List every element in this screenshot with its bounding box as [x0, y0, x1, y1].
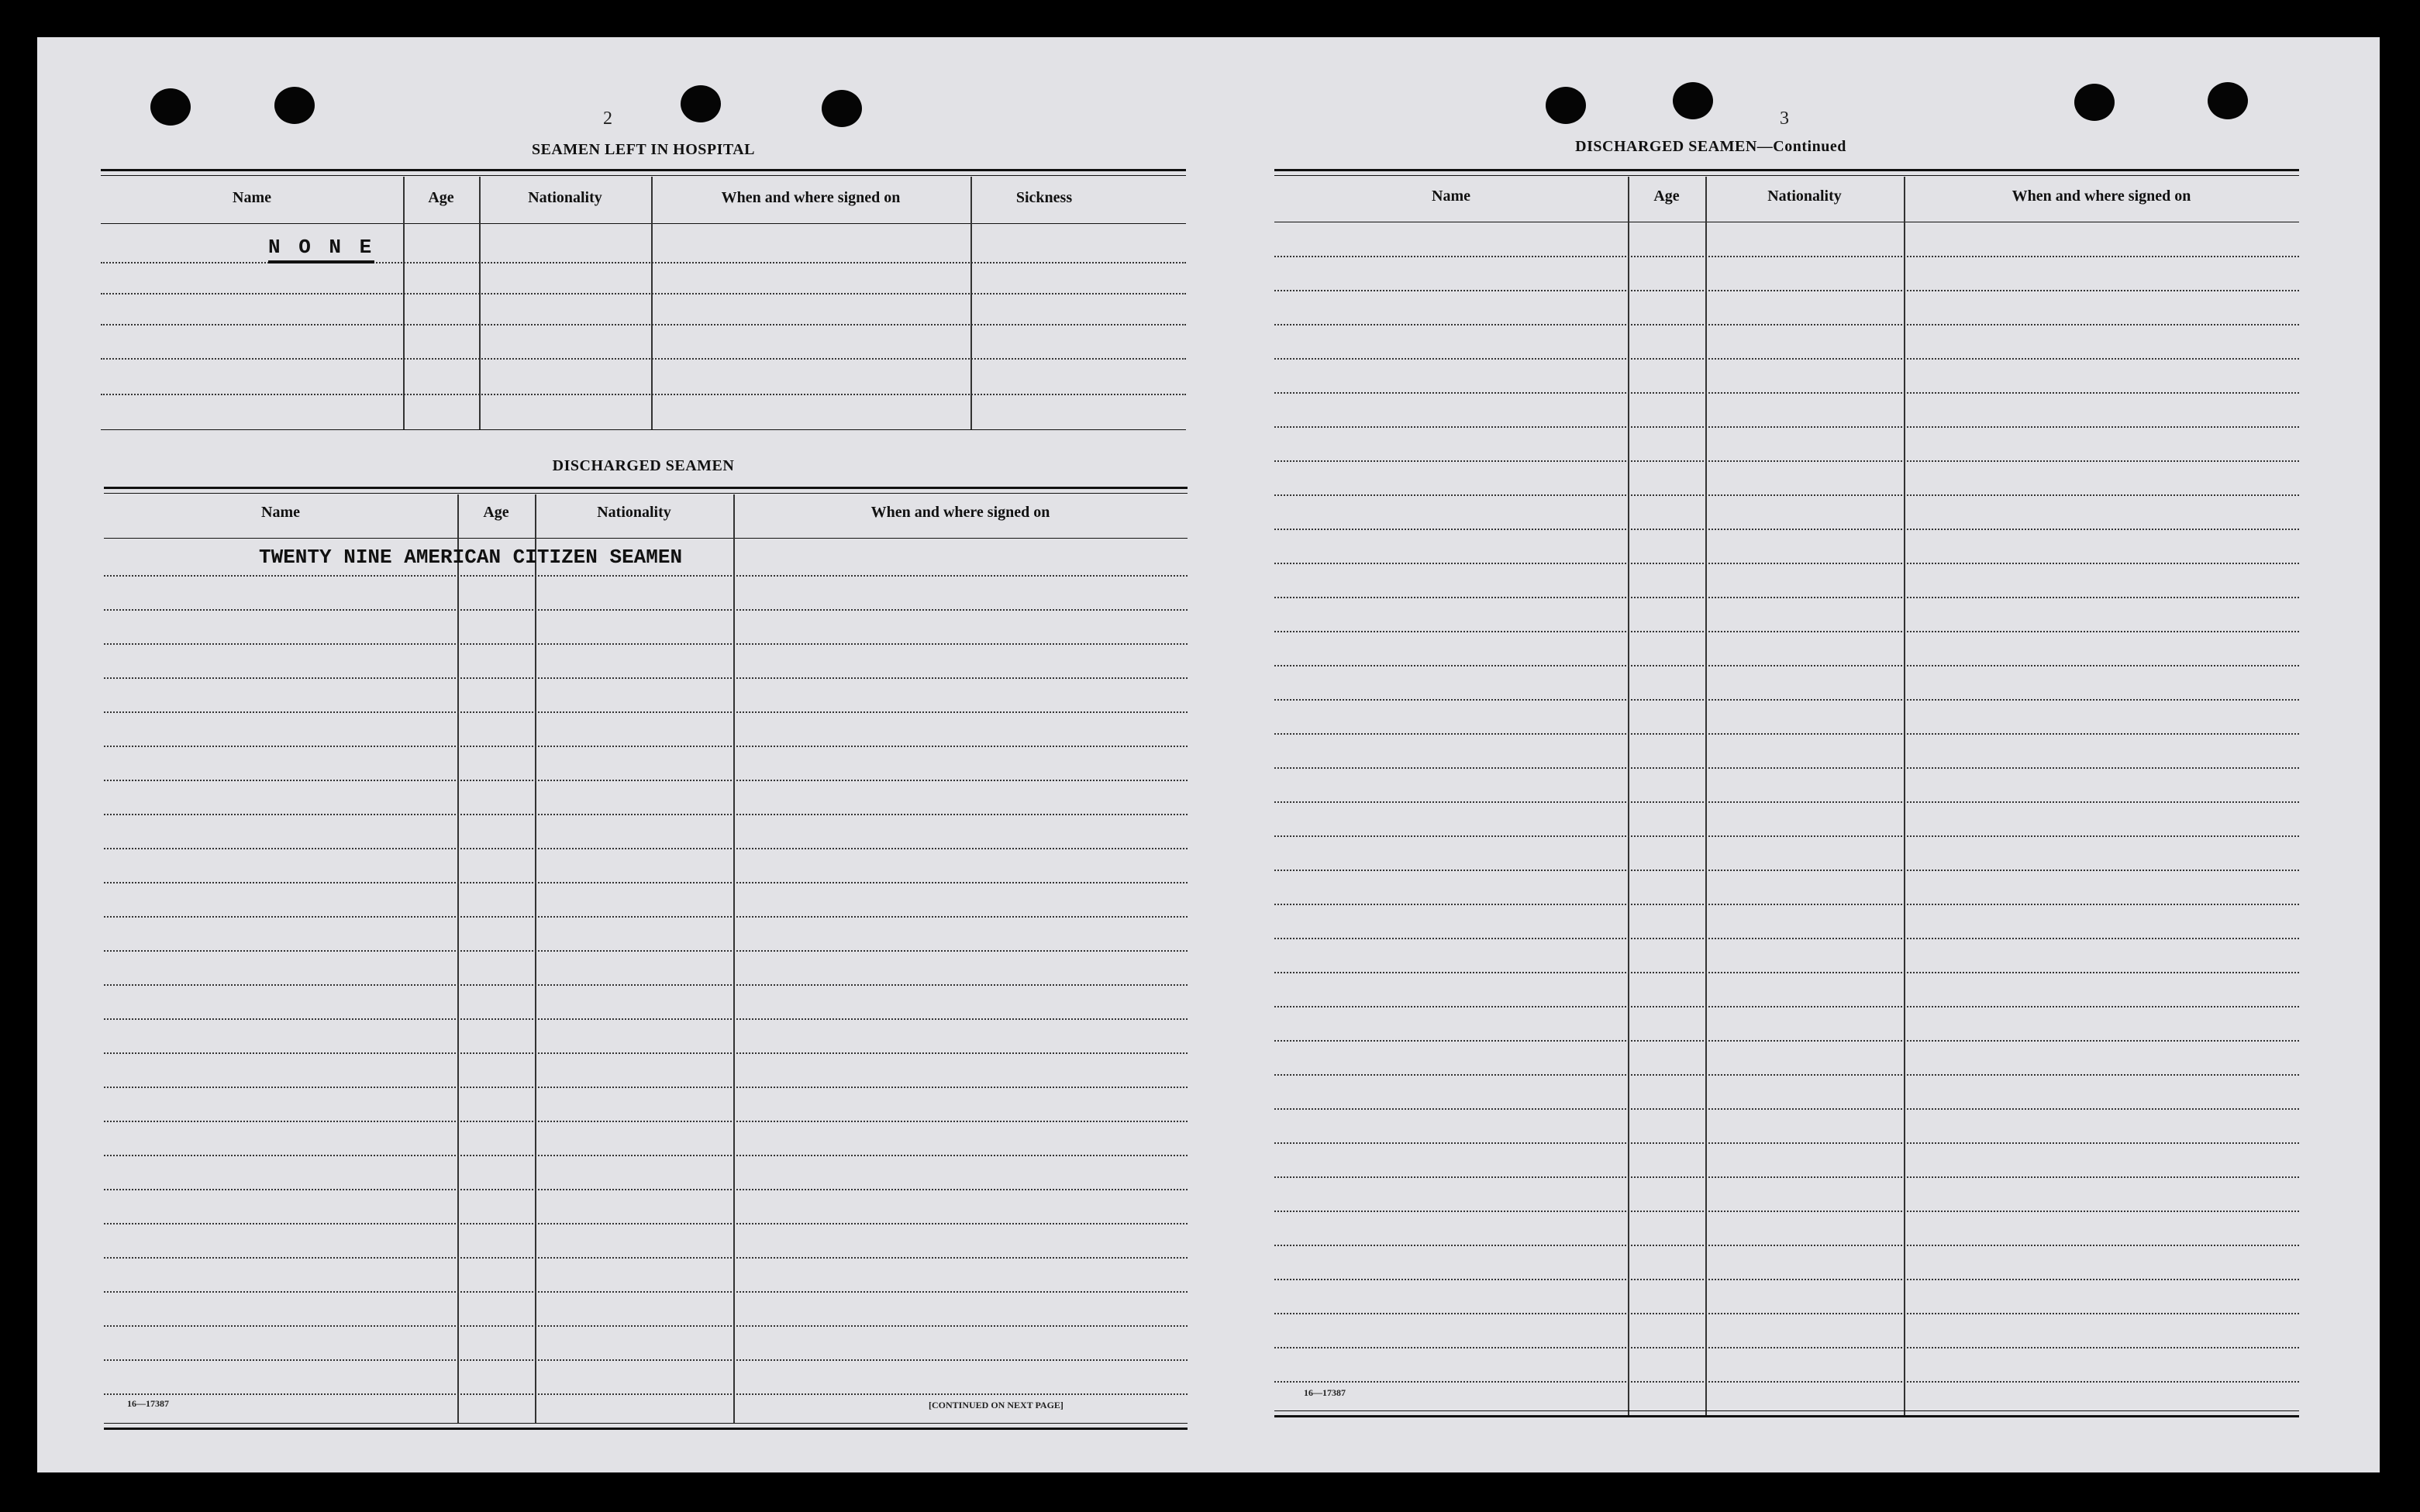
table-row — [1274, 699, 2299, 701]
punch-hole — [274, 87, 315, 124]
punch-hole — [150, 88, 191, 126]
column-header-signed-on: When and where signed on — [2011, 188, 2191, 205]
document-sheet — [37, 37, 2380, 1472]
rule — [104, 538, 1188, 539]
table-row — [104, 1257, 1188, 1259]
table-row — [101, 293, 1186, 294]
table-row — [1274, 392, 2299, 394]
table-row — [104, 1359, 1188, 1361]
column-header-nationality: Nationality — [597, 504, 671, 521]
table-row — [104, 848, 1188, 849]
table-row — [104, 984, 1188, 986]
column-header-name: Name — [233, 189, 271, 206]
table-row — [104, 1018, 1188, 1020]
column-divider — [403, 177, 405, 429]
table-row — [1274, 324, 2299, 325]
rule — [1274, 175, 2299, 176]
table-row — [1274, 1108, 2299, 1110]
rule — [101, 175, 1186, 176]
rule — [1274, 1415, 2299, 1417]
column-divider — [1904, 177, 1905, 1415]
table-row — [1274, 904, 2299, 905]
punch-hole — [822, 90, 862, 127]
table-row — [1274, 972, 2299, 973]
hospital-section-title: SEAMEN LEFT IN HOSPITAL — [531, 141, 756, 158]
table-row — [1274, 1279, 2299, 1280]
table-row — [1274, 733, 2299, 735]
table-row — [1274, 835, 2299, 837]
table-row — [104, 1223, 1188, 1224]
table-row — [101, 358, 1186, 360]
column-header-nationality: Nationality — [528, 189, 602, 206]
column-divider — [535, 494, 536, 1423]
rule — [104, 487, 1188, 489]
table-row — [104, 575, 1188, 577]
table-row — [1274, 597, 2299, 598]
column-divider — [457, 494, 459, 1423]
column-header-age: Age — [483, 504, 509, 521]
table-row — [104, 882, 1188, 883]
column-header-sickness: Sickness — [1015, 189, 1073, 206]
table-row — [101, 394, 1186, 395]
table-row — [104, 643, 1188, 645]
column-header-age: Age — [428, 189, 454, 206]
table-row — [104, 1087, 1188, 1088]
punch-hole — [1546, 87, 1586, 124]
table-row — [1274, 1313, 2299, 1314]
table-row — [1274, 563, 2299, 564]
table-row — [1274, 1006, 2299, 1007]
table-row — [1274, 1040, 2299, 1042]
table-row — [1274, 1211, 2299, 1212]
form-number-left: 16—17387 — [127, 1398, 169, 1409]
table-row — [104, 746, 1188, 747]
form-number-right: 16—17387 — [1304, 1387, 1346, 1398]
column-divider — [479, 177, 481, 429]
table-row — [104, 711, 1188, 713]
table-row — [1274, 460, 2299, 462]
rule — [101, 429, 1186, 430]
discharged-section-title: DISCHARGED SEAMEN — [552, 457, 735, 474]
table-row — [1274, 938, 2299, 939]
table-row — [101, 262, 1186, 263]
column-divider — [651, 177, 653, 429]
punch-hole — [1673, 82, 1713, 119]
punch-hole — [2074, 84, 2115, 121]
discharged-continued-title: DISCHARGED SEAMEN—Continued — [1575, 138, 1846, 155]
rule — [101, 169, 1186, 171]
rule — [1274, 169, 2299, 171]
table-row — [104, 1155, 1188, 1156]
table-row — [1274, 1347, 2299, 1348]
column-header-age: Age — [1653, 188, 1680, 205]
table-row — [1274, 1142, 2299, 1144]
table-row — [1274, 1074, 2299, 1076]
rule — [104, 493, 1188, 494]
table-row — [104, 1052, 1188, 1054]
table-row — [1274, 290, 2299, 291]
column-header-signed-on: When and where signed on — [721, 189, 901, 206]
table-row — [104, 950, 1188, 952]
table-row — [101, 324, 1186, 325]
rule — [101, 223, 1186, 224]
table-row — [1274, 631, 2299, 632]
column-header-name: Name — [1432, 188, 1470, 205]
table-row — [1274, 494, 2299, 496]
table-row — [104, 1121, 1188, 1122]
table-row — [1274, 358, 2299, 360]
table-row — [104, 780, 1188, 781]
column-divider — [970, 177, 972, 429]
discharged-entry: TWENTY NINE AMERICAN CITIZEN SEAMEN — [259, 546, 683, 569]
table-row — [104, 1325, 1188, 1327]
continued-note: [CONTINUED ON NEXT PAGE] — [929, 1400, 1063, 1410]
punch-hole — [681, 85, 721, 122]
table-row — [1274, 256, 2299, 257]
table-row — [1274, 426, 2299, 428]
table-row — [1274, 801, 2299, 803]
column-divider — [1705, 177, 1707, 1415]
rule — [104, 1423, 1188, 1424]
column-divider — [1628, 177, 1629, 1415]
rule — [1274, 1410, 2299, 1411]
table-row — [104, 1393, 1188, 1395]
hospital-entry: N O N E — [268, 236, 374, 263]
table-row — [1274, 1176, 2299, 1178]
punch-hole — [2208, 82, 2248, 119]
table-row — [1274, 870, 2299, 871]
table-row — [104, 814, 1188, 815]
column-header-name: Name — [261, 504, 300, 521]
table-row — [104, 677, 1188, 679]
table-row — [104, 1291, 1188, 1293]
table-row — [104, 609, 1188, 611]
column-header-signed-on: When and where signed on — [870, 504, 1050, 521]
rule — [104, 1428, 1188, 1430]
table-row — [1274, 665, 2299, 666]
table-row — [1274, 767, 2299, 769]
table-row — [1274, 529, 2299, 530]
page-number-right: 3 — [1780, 108, 1789, 129]
table-row — [1274, 1245, 2299, 1246]
column-divider — [733, 494, 735, 1423]
table-row — [104, 1189, 1188, 1190]
table-row — [104, 916, 1188, 918]
table-row — [1274, 1381, 2299, 1383]
page-number-left: 2 — [603, 108, 612, 129]
column-header-nationality: Nationality — [1767, 188, 1842, 205]
